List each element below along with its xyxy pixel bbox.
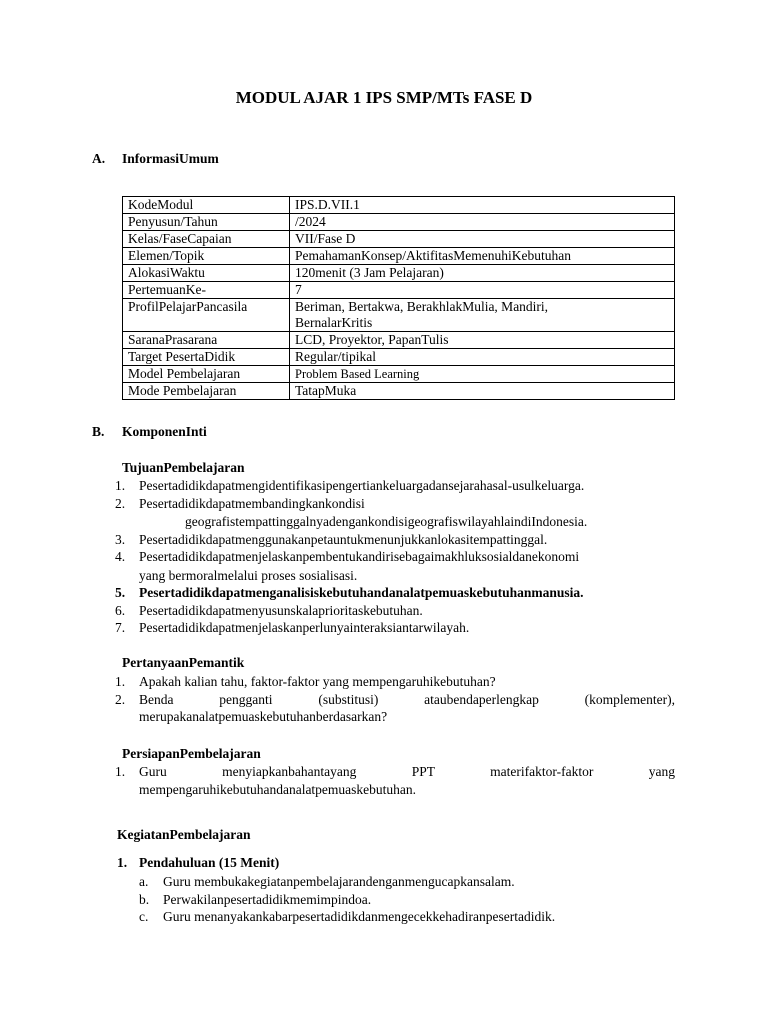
list-item xyxy=(115,584,675,602)
table-row xyxy=(123,349,675,366)
table-key: Model Pembelajaran xyxy=(123,366,290,383)
table-key: SaranaPrasarana xyxy=(123,332,290,349)
table-row xyxy=(123,197,675,214)
section-a-letter: A. xyxy=(92,151,106,166)
list-item xyxy=(115,673,675,691)
item-text-continued: mempengaruhikebutuhandanalatpemuaskebutuhan. xyxy=(139,781,417,797)
item-number: b. xyxy=(139,891,150,907)
section-b-letter: B. xyxy=(92,424,105,439)
item-number: 4. xyxy=(115,549,126,564)
table-value: /2024 xyxy=(290,214,675,231)
item-number: 1. xyxy=(117,855,128,870)
table-row xyxy=(123,282,675,299)
table-value: 120menit (3 Jam Pelajaran) xyxy=(290,265,675,282)
item-number: 2. xyxy=(115,691,126,707)
table-row xyxy=(123,248,675,265)
table-key: AlokasiWaktu xyxy=(123,265,290,282)
table-key: Elemen/Topik xyxy=(123,248,290,265)
info-table xyxy=(122,196,675,400)
table-row xyxy=(123,366,675,383)
item-text: Pesertadidikdapatmenjelaskanperlunyainteraksiantarwilayah. xyxy=(139,620,470,635)
section-a-title: InformasiUmum xyxy=(122,151,219,166)
table-value: IPS.D.VII.1 xyxy=(290,197,675,214)
table-value xyxy=(290,299,675,332)
list-item xyxy=(115,763,675,798)
list-item xyxy=(139,873,675,891)
list-item xyxy=(139,891,675,909)
table-value-line: BernalarKritis xyxy=(295,315,373,330)
item-text-continued: yang bermoralmelalui proses sosialisasi. xyxy=(139,567,358,583)
table-value: 7 xyxy=(290,282,675,299)
persiapan-list xyxy=(115,763,675,798)
list-item xyxy=(115,495,675,531)
table-key: ProfilPelajarPancasila xyxy=(123,299,290,332)
item-text: Guru menanyakankabarpesertadidikdanmengecekkehadiranpesertadidik. xyxy=(163,909,556,924)
item-number: 2. xyxy=(115,495,126,511)
list-item xyxy=(115,619,675,637)
table-value: Problem Based Learning xyxy=(290,366,675,383)
table-key: Target PesertaDidik xyxy=(123,349,290,366)
item-text: Pesertadidikdapatmenyusunskalaprioritaskebutuhan. xyxy=(139,602,423,618)
list-item xyxy=(115,548,675,584)
section-b-title: KomponenInti xyxy=(122,424,207,439)
table-value: LCD, Proyektor, PapanTulis xyxy=(290,332,675,349)
item-number: 5. xyxy=(115,585,126,600)
table-row xyxy=(123,231,675,248)
item-number: 3. xyxy=(115,531,126,547)
table-value-line: Beriman, Bertakwa, BerakhlakMulia, Mandiri, xyxy=(295,299,549,314)
item-number: 1. xyxy=(115,764,126,779)
persiapan-heading: PersiapanPembelajaran xyxy=(122,746,261,761)
pemantik-heading: PertanyaanPemantik xyxy=(122,655,245,670)
item-text: Pesertadidikdapatmembandingkankondisi xyxy=(139,495,365,511)
item-text: Guru menyiapkanbahantayang PPT materifaktor-faktor yang xyxy=(139,764,675,779)
item-text: Apakah kalian tahu, faktor-faktor yang mempengaruhikebutuhan? xyxy=(139,674,496,689)
section-b-heading xyxy=(92,423,207,441)
table-row xyxy=(123,214,675,231)
section-a-heading xyxy=(92,150,219,168)
table-value: Regular/tipikal xyxy=(290,349,675,366)
table-key: Kelas/FaseCapaian xyxy=(123,231,290,248)
tujuan-list xyxy=(115,477,675,637)
pendahuluan-heading xyxy=(117,854,279,872)
list-item xyxy=(139,908,675,926)
item-text: Pesertadidikdapatmenganalisiskebutuhandanalatpemuaskebutuhanmanusia. xyxy=(139,585,584,600)
item-text: Guru membukakegiatanpembelajarandenganmengucapkansalam. xyxy=(163,874,515,889)
table-row xyxy=(123,299,675,332)
list-item xyxy=(115,602,675,620)
kegiatan-list xyxy=(139,873,675,926)
table-key: PertemuanKe- xyxy=(123,282,290,299)
item-text: Pesertadidikdapatmenjelaskanpembentukandirisebagaimakhluksosialdanekonomi xyxy=(139,549,580,564)
item-number: 1. xyxy=(115,674,126,689)
table-row xyxy=(123,332,675,349)
table-row xyxy=(123,265,675,282)
table-value: VII/Fase D xyxy=(290,231,675,248)
list-item xyxy=(115,531,675,549)
tujuan-heading: TujuanPembelajaran xyxy=(122,460,245,475)
table-key: Mode Pembelajaran xyxy=(123,383,290,400)
table-value: PemahamanKonsep/AktifitasMemenuhiKebutuhan xyxy=(290,248,675,265)
item-text-continued: geografistempattinggalnyadengankondisigeografiswilayahlaindiIndonesia. xyxy=(185,514,588,529)
item-number: 6. xyxy=(115,602,126,618)
list-item xyxy=(115,691,675,726)
item-text: Pendahuluan (15 Menit) xyxy=(139,855,280,870)
table-key: KodeModul xyxy=(123,197,290,214)
item-number: 1. xyxy=(115,478,126,493)
pemantik-list xyxy=(115,673,675,726)
list-item xyxy=(115,477,675,495)
item-number: c. xyxy=(139,909,149,924)
item-text: Perwakilanpesertadidikmemimpindoa. xyxy=(163,891,372,907)
item-text: Benda pengganti (substitusi) ataubendaperlengkap (komplementer), xyxy=(139,691,675,707)
kegiatan-heading: KegiatanPembelajaran xyxy=(117,827,251,842)
item-text-continued: merupakanalatpemuaskebutuhanberdasarkan? xyxy=(139,709,388,724)
item-text: Pesertadidikdapatmengidentifikasipengertiankeluargadansejarahasal-usulkeluarga. xyxy=(139,478,585,493)
table-row xyxy=(123,383,675,400)
item-number: a. xyxy=(139,874,149,889)
table-key: Penyusun/Tahun xyxy=(123,214,290,231)
item-number: 7. xyxy=(115,620,126,635)
page-title: MODUL AJAR 1 IPS SMP/MTs FASE D xyxy=(235,88,533,107)
table-value: TatapMuka xyxy=(290,383,675,400)
item-text: Pesertadidikdapatmenggunakanpetauntukmenunjukkanlokasitempattinggal. xyxy=(139,531,548,547)
